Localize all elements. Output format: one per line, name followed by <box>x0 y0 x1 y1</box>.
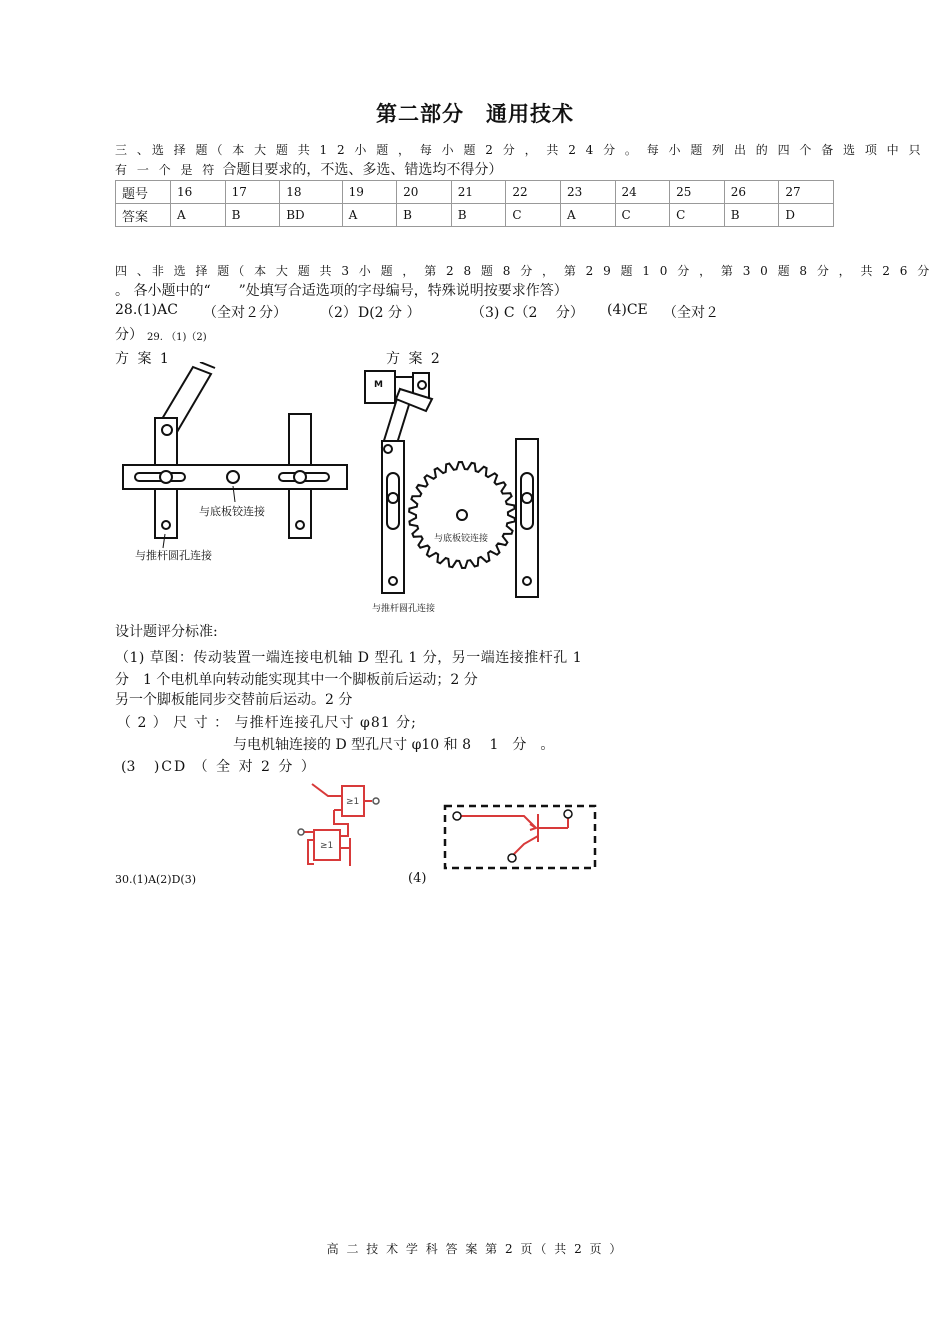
q28-part4-note: （全对２ <box>663 305 719 321</box>
scheme-1-base-hinge-label: 与底板铰连接 <box>199 505 265 518</box>
section-3-line2-b: 合题目要求的，不选、多选、错选均不得分） <box>222 162 503 178</box>
table-row <box>116 204 834 227</box>
criteria-line-6-a: (3 <box>121 759 136 775</box>
scheme-1-diagram <box>115 362 355 577</box>
section-4-line1: 四 、非 选 择 题（ 本 大 题 共 3 小 题 ， 第 2 8 题 8 分 ， 第 2 9 题 1 0 分 ， 第 3 0 题 8 分 ， 共 2 6 分 <box>115 264 933 278</box>
scheme-2-label: 方 案 2 <box>386 351 442 367</box>
criteria-line-6 <box>121 756 317 776</box>
criteria-heading: 设计题评分标准: <box>115 624 218 640</box>
table-cell: 20 <box>397 181 452 204</box>
table-cell: B <box>451 204 506 227</box>
or-gate-top-label: ≥1 <box>346 797 360 807</box>
q28-part2-answer: D(2 分 ） <box>358 305 421 321</box>
answer-table <box>115 180 834 227</box>
q28-continuation: 分） <box>115 327 143 343</box>
page-footer: 高 二 技 术 学 科 答 案 第 2 页（ 共 2 页 ） <box>326 1242 624 1256</box>
criteria-line-5: 与电机轴连接的 D 型孔尺寸 φ10 和 8 1 分 。 <box>233 737 555 753</box>
table-cell: B <box>724 204 779 227</box>
table-cell: 27 <box>779 181 834 204</box>
table-cell: 25 <box>670 181 725 204</box>
table-cell: 26 <box>724 181 779 204</box>
criteria-line-2: 分 1 个电机单向转动能实现其中一个脚板前后运动；2 分 <box>115 672 478 688</box>
scheme-2-push-rod-label: 与推杆圆孔连接 <box>372 604 436 614</box>
table-row <box>116 181 834 204</box>
table-cell: B <box>225 204 280 227</box>
scheme-2-diagram <box>360 365 550 615</box>
table-cell: 24 <box>615 181 670 204</box>
table-cell: A <box>171 204 226 227</box>
q30-answers: 30.(1)A(2)D(3) <box>115 873 197 886</box>
section-4-line2: 。 各小题中的“ ”处填写合适选项的字母编号，特殊说明按要求作答） <box>115 283 568 299</box>
q28-part4: (4)CE <box>607 302 648 318</box>
criteria-line-4: （ 2 ） 尺 寸 ： 与推杆连接孔尺寸 φ81 分; <box>117 715 417 731</box>
logic-gate-circuit <box>290 782 392 870</box>
table-cell: C <box>670 204 725 227</box>
q28-part3: （3) C（2 分） <box>471 305 584 321</box>
page-title: 第二部分 通用技术 <box>376 102 574 126</box>
table-cell: 21 <box>451 181 506 204</box>
table-cell: 23 <box>560 181 615 204</box>
criteria-line-1: （1) 草图：传动装置一端连接电机轴 D 型孔 1 分，另一端连接推杆孔 1 <box>115 650 583 666</box>
criteria-line-3: 另一个脚板能同步交替前后运动。2 分 <box>115 692 353 708</box>
table-cell: 19 <box>342 181 397 204</box>
section-3-line1: 三 、选 择 题（ 本 大 题 共 1 2 小 题 ， 每 小 题 2 分 ， 共 2 4 分 。 每 小 题 列 出 的 四 个 备 选 项 中 只 <box>115 143 924 157</box>
table-cell: 22 <box>506 181 561 204</box>
transistor-circuit <box>440 802 602 874</box>
table-cell: BD <box>280 204 342 227</box>
table-cell: B <box>397 204 452 227</box>
table-cell: A <box>560 204 615 227</box>
table-cell: 16 <box>171 181 226 204</box>
or-gate-bottom-label: ≥1 <box>320 841 334 851</box>
table-cell: A <box>342 204 397 227</box>
table-cell: C <box>506 204 561 227</box>
table-header-number: 题号 <box>116 181 171 204</box>
scheme-2-base-hinge-label: 与底板铰连接 <box>434 534 489 544</box>
table-cell: C <box>615 204 670 227</box>
table-cell: D <box>779 204 834 227</box>
scheme-1-push-rod-label: 与推杆圆孔连接 <box>135 549 212 562</box>
criteria-line-6-b: )CD （ 全 对 2 分 ） <box>153 759 317 775</box>
q28-part1: 28.(1)AC <box>115 302 178 318</box>
scheme-1-label: 方 案 1 <box>115 351 171 367</box>
q28-part2: （2） <box>320 305 357 321</box>
table-cell: 17 <box>225 181 280 204</box>
q29-heading: 29. （1)（2) <box>147 332 207 343</box>
section-3-line2-a: 有 一 个 是 符 <box>115 163 218 177</box>
table-cell: 18 <box>280 181 342 204</box>
q28-part1-note: （全对２分） <box>203 305 287 321</box>
q30-part4: (4) <box>408 871 427 886</box>
section-3-line2 <box>115 159 502 179</box>
table-header-answer: 答案 <box>116 204 171 227</box>
motor-label: M <box>374 380 383 390</box>
